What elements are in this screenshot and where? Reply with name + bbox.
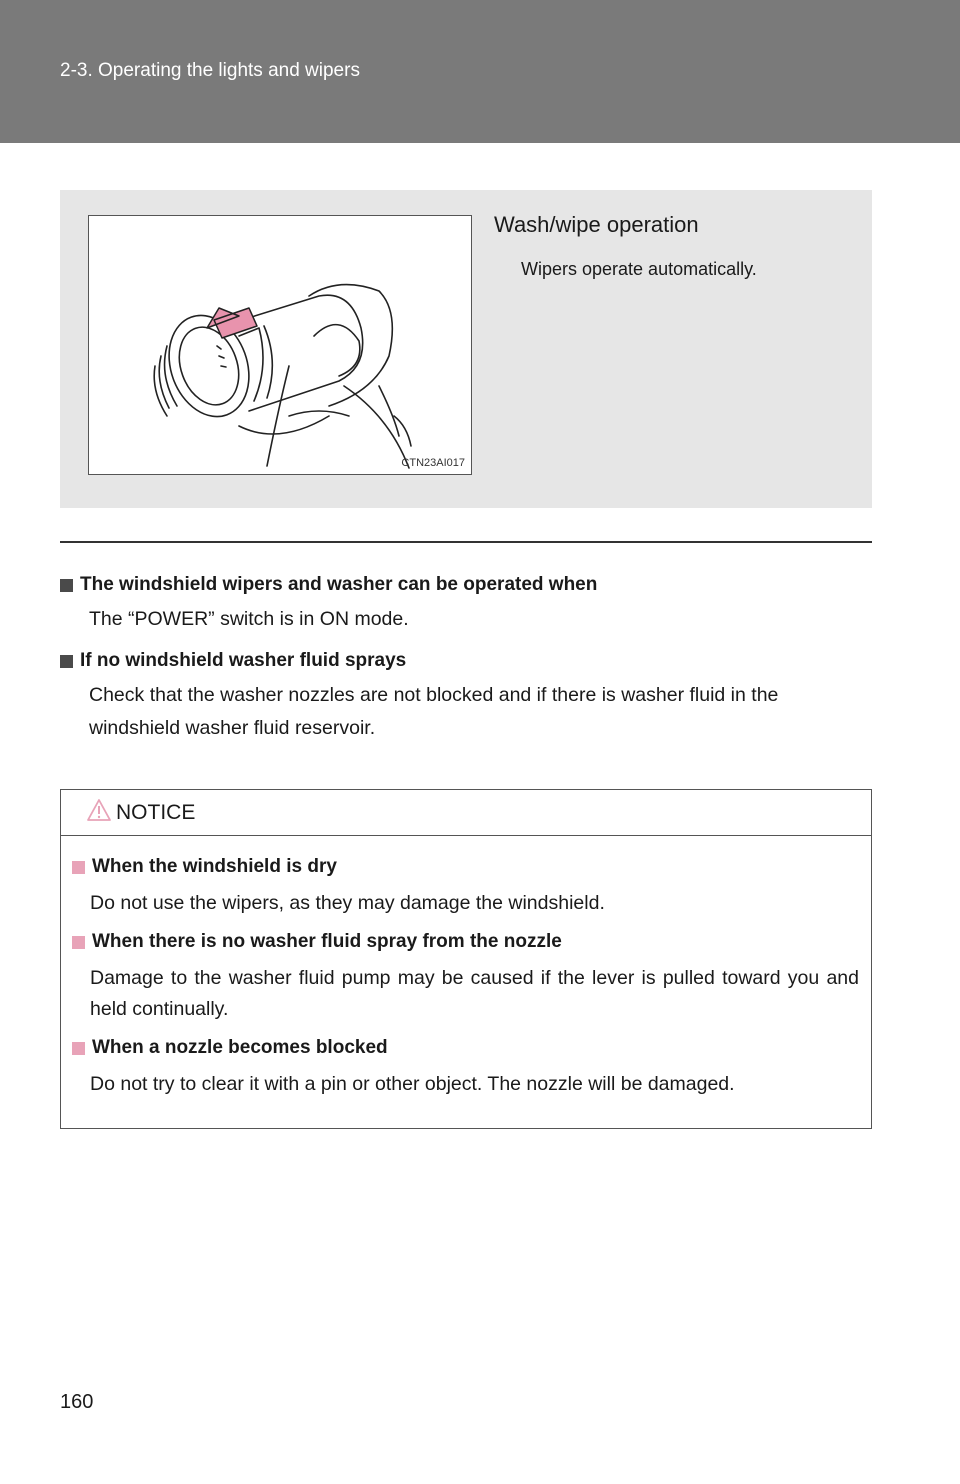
notice-item-heading: When a nozzle becomes blocked: [92, 1037, 388, 1058]
notice-item: [72, 929, 859, 1025]
figure-description: Wipers operate automatically.: [521, 259, 757, 279]
note-body: Check that the washer nozzles are not blocked and if there is washer fluid in the windshield washer fluid reservoir.: [89, 684, 779, 739]
note-item: [60, 647, 872, 745]
notice-header: [61, 790, 871, 836]
bullet-square-icon: [60, 579, 73, 592]
note-heading: The windshield wipers and washer can be operated when: [80, 574, 598, 595]
figure-panel: [60, 190, 872, 508]
note-heading: If no windshield washer fluid sprays: [80, 650, 407, 671]
section-title: 2-3. Operating the lights and wipers: [60, 60, 360, 81]
bullet-square-icon: [72, 1042, 85, 1055]
note-item: [60, 571, 872, 636]
warning-triangle-icon: [86, 798, 112, 822]
figure-code: CTN23AI017: [401, 457, 465, 469]
notice-item-body: Do not use the wipers, as they may damage the windshield.: [90, 892, 605, 914]
notice-item-heading: When there is no washer fluid spray from the nozzle: [92, 931, 562, 952]
notice-title: NOTICE: [116, 801, 196, 824]
bullet-square-icon: [72, 936, 85, 949]
figure-illustration: [88, 215, 472, 475]
bullet-square-icon: [72, 861, 85, 874]
notice-item: [72, 854, 859, 919]
note-body: The “POWER” switch is in ON mode.: [89, 608, 409, 630]
notice-item-body: Do not try to clear it with a pin or other object. The nozzle will be damaged.: [90, 1073, 735, 1095]
figure-heading: Wash/wipe operation: [494, 212, 699, 237]
header-bar: [0, 0, 960, 143]
wiper-lever-illustration: [89, 216, 471, 474]
notice-box: [60, 789, 872, 1129]
notice-items: [61, 836, 871, 1100]
notice-item-body: Damage to the washer fluid pump may be caused if the lever is pulled toward you and held continually.: [90, 967, 859, 1020]
notice-item-heading: When the windshield is dry: [92, 856, 337, 877]
notes-section: [60, 571, 872, 756]
bullet-square-icon: [60, 655, 73, 668]
page-number: 160: [60, 1391, 94, 1413]
section-divider: [60, 541, 872, 543]
notice-item: [72, 1035, 859, 1100]
